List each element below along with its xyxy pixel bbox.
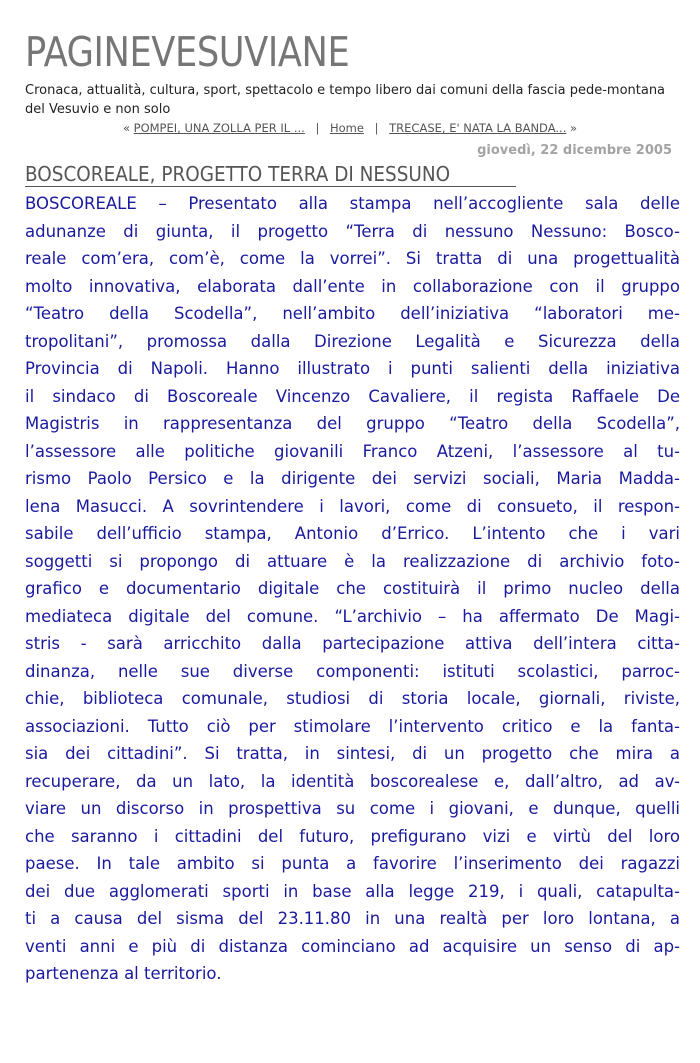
post-body-line: rismo Paolo Persico e la dirigente dei servizi sociali, Maria Madda- [25,469,680,488]
nav-close-quote: » [570,121,578,135]
post-body-line: mediateca digitale del comune. “L’archivio – ha affermato De Magi- [25,606,680,626]
next-post-link[interactable]: TRECASE, E' NATA LA BANDA... [389,121,567,135]
previous-post-link[interactable]: POMPEI, UNA ZOLLA PER IL ... [133,121,305,135]
post-body-line: “Teatro della Scodella”, nell’ambito dell’iniziativa “laboratori me- [25,304,680,323]
post-body-line: sabile dell’ufficio stampa, Antonio d’Errico. L’intento che i vari [25,524,680,543]
post-body-line: che saranno i cittadini del futuro, prefigurano vizi e virtù del loro [25,826,680,846]
post-body-line: il sindaco di Boscoreale Vincenzo Cavaliere, il regista Raffaele De [25,386,680,406]
post-body-line: adunanze di giunta, il progetto “Terra di nessuno Nessuno: Bosco- [25,221,680,241]
site-title[interactable]: PAGINEVESUVIANE [25,28,350,76]
site-tagline: Cronaca, attualità, cultura, sport, spettacolo e tempo libero dai comuni della fascia pede-montana del Vesuvio e non solo [25,83,666,117]
post-body-line: Provincia di Napoli. Hanno illustrato i punti salienti della iniziativa [25,359,680,378]
home-link[interactable]: Home [329,121,364,135]
nav-separator: | [374,121,379,135]
post-body-line: stris - sarà arricchito dalla partecipazione attiva dell’intera citta- [25,634,680,653]
post-navigation [0,120,700,136]
post-body-line: paese. In tale ambito si punta a favorire l’inserimento dei ragazzi [25,854,680,873]
post-body-line: grafico e documentario digitale che costituirà il primo nucleo della [25,579,680,598]
post-body-line: l’assessore alle politiche giovanili Franco Atzeni, l’assessore al tu- [25,441,680,461]
post-body-line: venti anni e più di distanza cominciano ad acquisire un senso di ap- [25,936,680,956]
post-body-line: chie, biblioteca comunale, studiosi di storia locale, giornali, riviste, [25,689,680,708]
post-body-line: sia dei cittadini”. Si tratta, in sintesi, di un progetto che mira a [25,744,680,763]
post-body-line: associazioni. Tutto ciò per stimolare l’intervento critico e la fanta- [25,716,680,736]
post-body-line: BOSCOREALE – Presentato alla stampa nell’accogliente sala delle [25,194,680,213]
post-body-line: viare un discorso in prospettiva su come i giovani, e dunque, quelli [25,799,680,818]
post-title: BOSCOREALE, PROGETTO TERRA DI NESSUNO [25,162,451,186]
post-body [25,190,680,988]
post-body-line: dei due agglomerati sporti in base alla legge 219, i quali, catapulta- [25,881,680,901]
post-body-line: recuperare, da un lato, la identità boscorealese e, dall’altro, ad av- [25,771,680,791]
post-body-line: partenenza al territorio. [25,964,222,983]
nav-separator: | [315,121,320,135]
post-body-line: Magistris in rappresentanza del gruppo “Teatro della Scodella”, [25,414,680,433]
post-body-line: dinanza, nelle sue diverse componenti: istituti scolastici, parroc- [25,661,680,681]
post-body-line: ti a causa del sisma del 23.11.80 in una realtà per loro lontana, a [25,909,680,928]
nav-open-quote: « [122,121,130,135]
post-body-line: molto innovativa, elaborata dall’ente in collaborazione con il gruppo [25,276,680,296]
post-body-line: lena Masucci. A sovrintendere i lavori, come di consueto, il respon- [25,496,680,516]
post-title-underline [25,186,516,187]
post-body-line: soggetti si propongo di attuare è la realizzazione di archivio foto- [25,551,680,571]
post-body-line: reale com’era, com’è, come la vorrei”. Si tratta di una progettualità [25,249,680,268]
post-body-line: tropolitani”, promossa dalla Direzione Legalità e Sicurezza della [25,331,680,351]
post-date: giovedì, 22 dicembre 2005 [477,143,672,158]
